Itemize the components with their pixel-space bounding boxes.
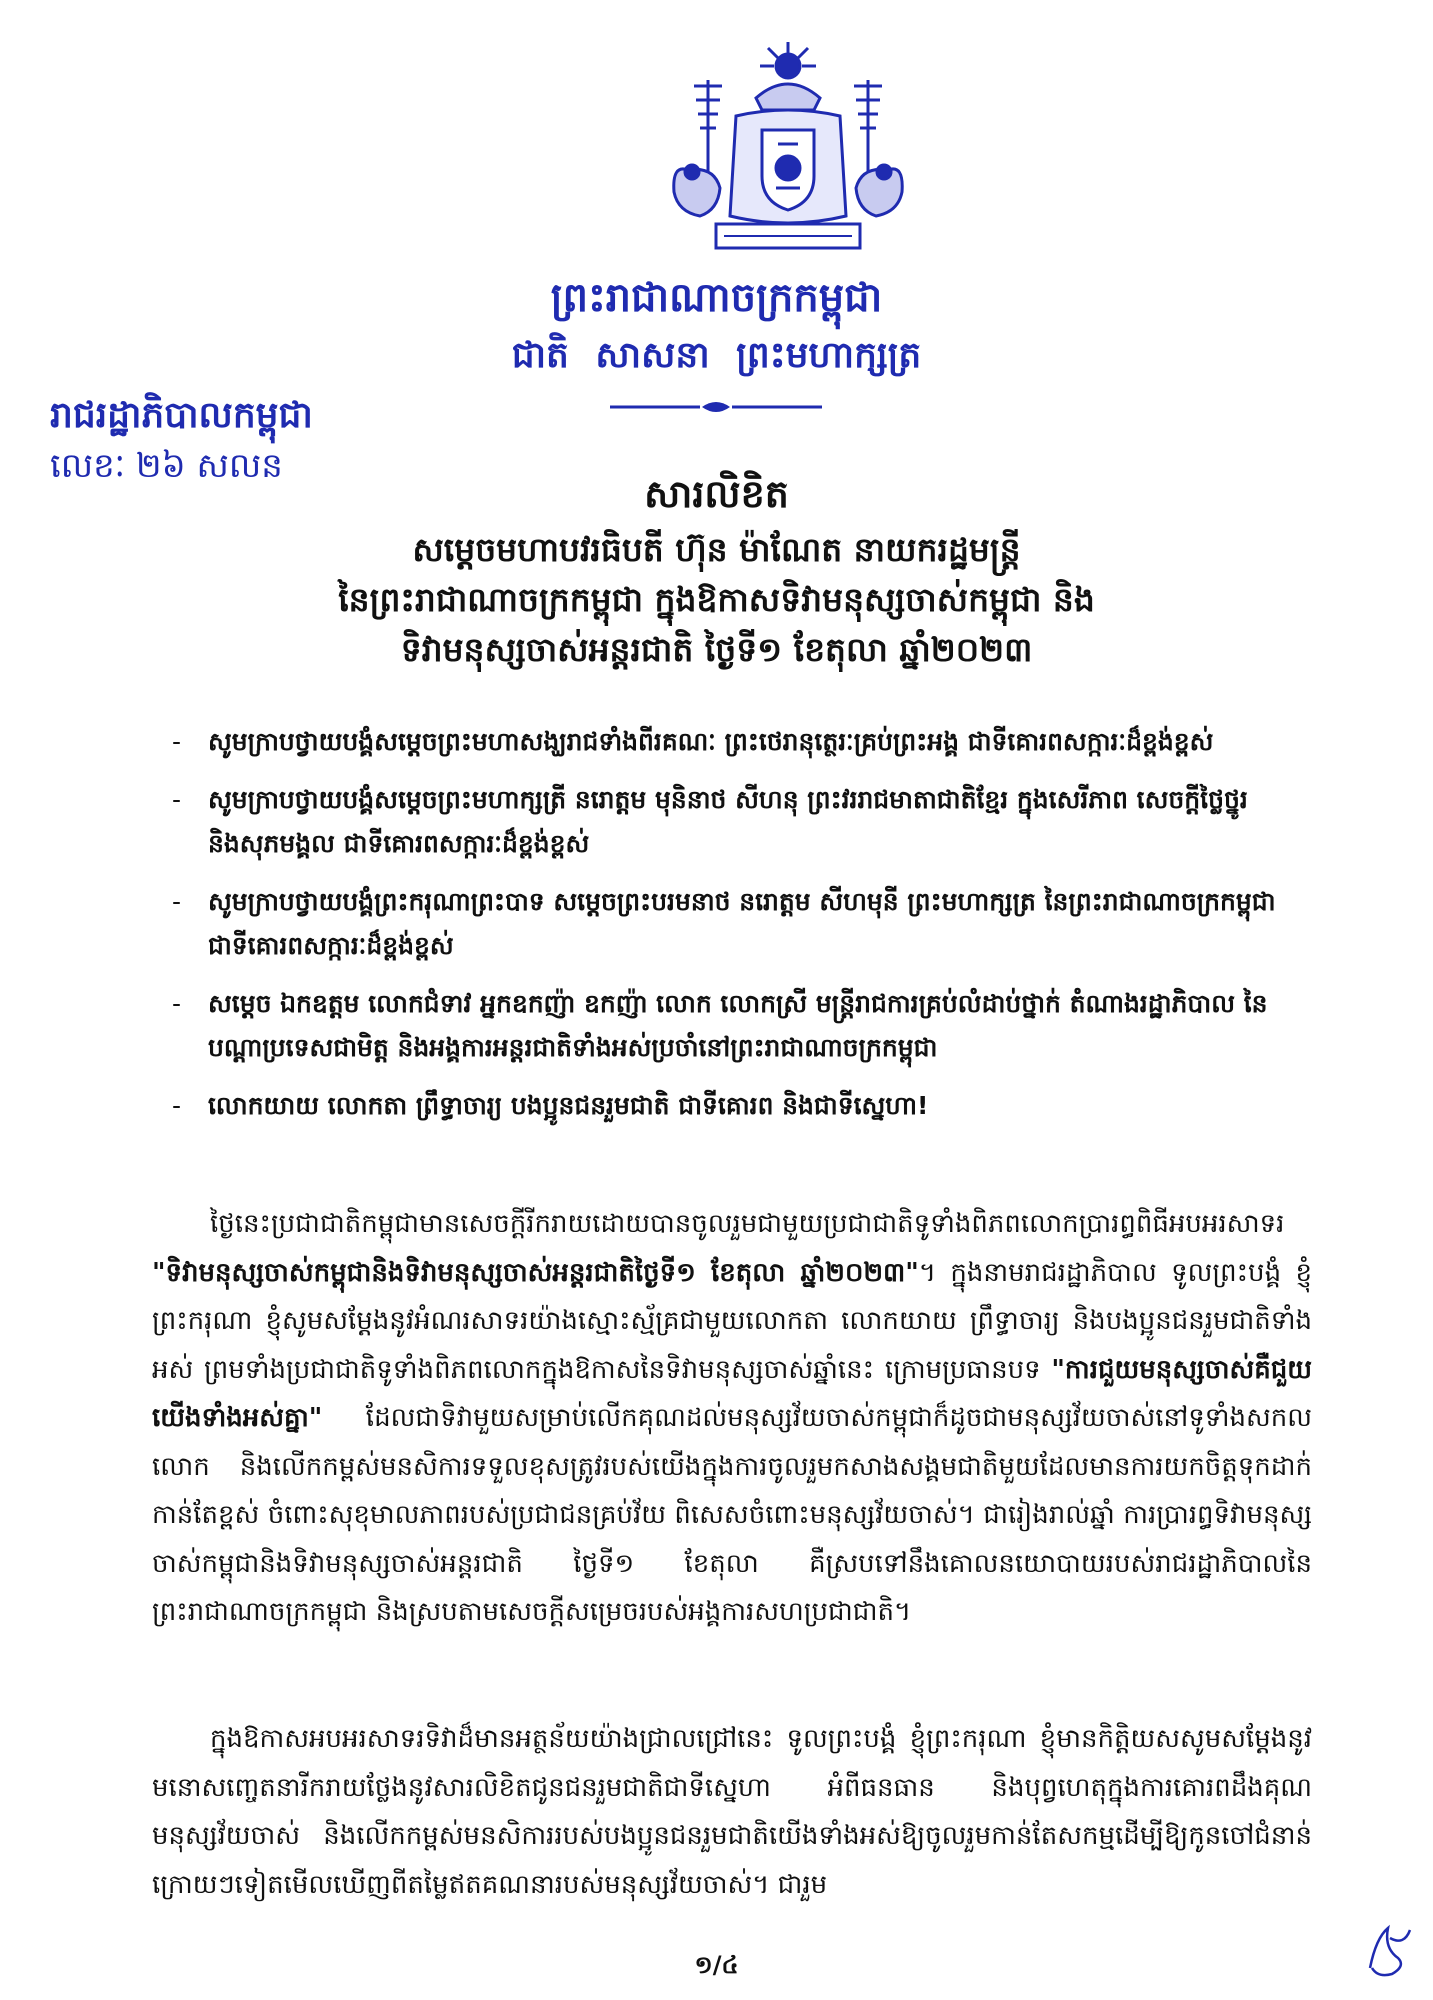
body-paragraph-1: ថ្ងៃនេះប្រជាជាតិកម្ពុជាមានសេចក្តីរីករាយដោយបានចូលរួមជាមួយប្រជាជាតិទូទាំងពិភពលោកប្រារព្ធពិធីអបអរសាទរ "ទិវាមនុស្សចាស់កម្ពុជានិងទិវាមនុស្សចាស់អន្តរជាតិថ្ងៃទី១ ខែតុលា ឆ្នាំ២០២៣"។ ក្នុងនាមរាជរដ្ឋាភិបាល ទូលព្រះបង្គំ ខ្ញុំព្រះករុណា ខ្ញុំសូមសម្តែងនូវអំណរសាទរយ៉ាងស្មោះស្ម័គ្រជាមួយលោកតា លោកយាយ ព្រឹទ្ធាចារ្យ និងបងប្អូនជនរួមជាតិទាំងអស់ ព្រមទាំងប្រជាជាតិទូទាំងពិភពលោកក្នុងឱកាសនៃទិវាមនុស្សចាស់ឆ្នាំនេះ ក្រោមប្រធានបទ "ការជួយមនុស្សចាស់គឺជួយយើងទាំងអស់គ្នា" ដែលជាទិវាមួយសម្រាប់លើកគុណដល់មនុស្សវ័យចាស់កម្ពុជាក៏ដូចជាមនុស្សវ័យចាស់នៅទូទាំងសកលលោក និងលើកកម្ពស់មនសិការទទួលខុសត្រូវរបស់យើងក្នុងការចូលរួមកសាងសង្គមជាតិមួយដែលមានការយកចិត្តទុកដាក់កាន់តែខ្ពស់ ចំពោះសុខុមាលភាពរបស់ប្រជាជនគ្រប់វ័យ ពិសេសចំពោះមនុស្សវ័យចាស់។ ជារៀងរាល់ឆ្នាំ ការប្រារព្ធទិវាមនុស្សចាស់កម្ពុជានិងទិវាមនុស្សចាស់អន្តរជាតិ ថ្ងៃទី១ ខែតុលា គឺស្របទៅនឹងគោលនយោបាយរបស់រាជរដ្ឋាភិបាលនៃព្រះរាជាណាចក្រកម្ពុជា និងស្របតាមសេចក្តីសម្រេចរបស់អង្គការសហប្រជាជាតិ។ (152, 1209, 1313, 1627)
greeting-item: - លោកយាយ លោកតា ព្រឹទ្ធាចារ្យ បងប្អូនជនរួមជាតិ ជាទីគោរព និងជាទីស្នេហា! (172, 1084, 1312, 1128)
list-dash: - (172, 785, 182, 814)
greeting-item: - សូមក្រាបថ្វាយបង្គំសម្តេចព្រះមហាសង្ឃរាជទាំងពីរគណៈ ព្រះថេរានុត្ថេរៈគ្រប់ព្រះអង្គ ជាទីគោរពសក្ការៈដ៏ខ្ពង់ខ្ពស់ (172, 720, 1312, 764)
greeting-item: - សូមក្រាបថ្វាយបង្គំសម្តេចព្រះមហាក្សត្រី នរោត្តម មុនិនាថ សីហនុ ព្រះវររាជមាតាជាតិខ្មែរ ក្នុងសេរីភាព សេចក្តីថ្លៃថ្នូរ និងសុភមង្គល ជាទីគោរពសក្ការៈដ៏ខ្ពង់ខ្ពស់ (172, 778, 1312, 866)
list-dash: - (172, 1091, 182, 1120)
list-dash: - (172, 887, 182, 916)
initials-signature (1360, 1918, 1416, 1982)
greetings-list (172, 720, 1312, 1142)
kingdom-name: ព្រះរាជាណាចក្រកម្ពុជា (550, 275, 883, 321)
event-name: "ទិវាមនុស្សចាស់កម្ពុជានិងទិវាមនុស្សចាស់អន្តរជាតិថ្ងៃទី១ ខែតុលា ឆ្នាំ២០២៣" (152, 1257, 919, 1288)
theme-name: "ការជួយមនុស្សចាស់គឺជួយយើងទាំងអស់គ្នា" (152, 1354, 1312, 1433)
national-motto: ជាតិ សាសនា ព្រះមហាក្សត្រ (511, 335, 922, 376)
ornament-divider (606, 396, 826, 418)
body-paragraph-2: ក្នុងឱកាសអបអរសាទរទិវាដ៏មានអត្ថន័យយ៉ាងជ្រាលជ្រៅនេះ ទូលព្រះបង្គំ ខ្ញុំព្រះករុណា ខ្ញុំមានកិត្តិយសសូមសម្តែងនូវមនោសញ្ចេតនារីករាយថ្លែងនូវសារលិខិតជូនជនរួមជាតិជាទីស្នេហា អំពីធនធាន និងបុព្វហេតុក្នុងការគោរពដឹងគុណមនុស្សវ័យចាស់ និងលើកកម្ពស់មនសិការរបស់បងប្អូនជនរួមជាតិយើងទាំងអស់ឱ្យចូលរួមកាន់តែសកម្មដើម្បីឱ្យកូនចៅជំនាន់ក្រោយៗទៀតមើលឃើញពីតម្លៃឥតគណនារបស់មនុស្សវ័យចាស់។ ជារួម (152, 1724, 1312, 1900)
document-number: លេខៈ ២៦ សលន (50, 446, 283, 486)
page-number: ១/៤ (694, 1951, 739, 1979)
document-subtitle-line-1: សម្តេចមហាបវរធិបតី ហ៊ុន ម៉ាណែត នាយករដ្ឋមន្ត្រី (412, 530, 1021, 569)
list-dash: - (172, 727, 182, 756)
list-dash: - (172, 989, 182, 1018)
document-subtitle-line-3: ទិវាមនុស្សចាស់អន្តរជាតិ ថ្ងៃទី១ ខែតុលា ឆ្នាំ២០២៣ (400, 630, 1033, 669)
greeting-item: - សម្តេច ឯកឧត្តម លោកជំទាវ អ្នកឧកញ៉ា ឧកញ៉ា លោក លោកស្រី មន្ត្រីរាជការគ្រប់លំដាប់ថ្នាក់ តំណាងរដ្ឋាភិបាល នៃបណ្តាប្រទេសជាមិត្ត និងអង្គការអន្តរជាតិទាំងអស់ប្រចាំនៅព្រះរាជាណាចក្រកម្ពុជា (172, 982, 1312, 1070)
greeting-item: - សូមក្រាបថ្វាយបង្គំព្រះករុណាព្រះបាទ សម្តេចព្រះបរមនាថ នរោត្តម សីហមុនី ព្រះមហាក្សត្រ នៃព្រះរាជាណាចក្រកម្ពុជា ជាទីគោរពសក្ការៈដ៏ខ្ពង់ខ្ពស់ (172, 880, 1312, 968)
royal-coat-of-arms-emblem (628, 40, 948, 260)
document-subtitle-line-2: នៃព្រះរាជាណាចក្រកម្ពុជា ក្នុងឱកាសទិវាមនុស្សចាស់កម្ពុជា និង (338, 580, 1095, 619)
issuer-name: រាជរដ្ឋាភិបាលកម្ពុជា (50, 395, 313, 436)
document-title: សារលិខិត (644, 472, 789, 516)
